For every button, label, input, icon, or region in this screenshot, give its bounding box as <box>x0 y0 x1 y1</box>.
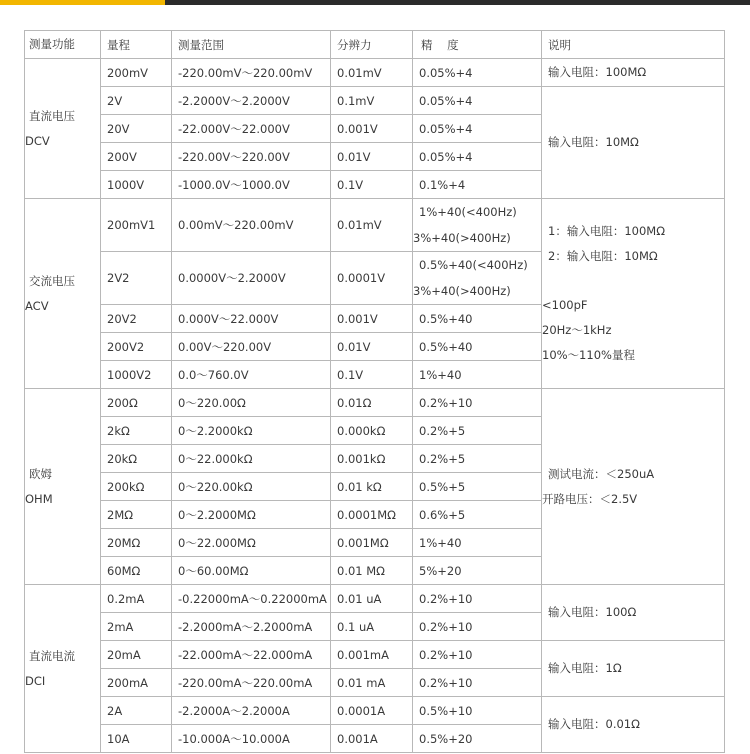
accuracy-cell: 1%+40 <box>413 361 542 389</box>
accuracy-cell: 0.5%+40 <box>413 305 542 333</box>
accuracy-cell: 0.5%+40(<400Hz) 3%+40(>400Hz) <box>413 252 542 305</box>
header-function: 测量功能 <box>25 31 101 59</box>
spec-table <box>24 30 725 753</box>
resolution-cell: 0.001kΩ <box>331 445 413 473</box>
range-cell: 60MΩ <box>101 557 172 585</box>
table-header-row <box>25 31 725 59</box>
accuracy-cell: 0.2%+10 <box>413 641 542 669</box>
accuracy-cell: 0.05%+4 <box>413 59 542 87</box>
range-cell: 2kΩ <box>101 417 172 445</box>
note-cell: 输入电阻：1Ω <box>542 641 725 697</box>
span-cell: 0.000V～22.000V <box>172 305 331 333</box>
range-cell: 1000V <box>101 171 172 199</box>
function-name: 直流电流 <box>29 648 75 663</box>
resolution-cell: 0.001A <box>331 725 413 753</box>
accuracy-cell: 1%+40(<400Hz) 3%+40(>400Hz) <box>413 199 542 252</box>
range-cell: 20kΩ <box>101 445 172 473</box>
accuracy-cell: 0.5%+10 <box>413 697 542 725</box>
span-cell: 0.0000V～2.2000V <box>172 252 331 305</box>
resolution-cell: 0.01mV <box>331 59 413 87</box>
header-accuracy: 精 度 <box>413 31 542 59</box>
span-cell: 0～2.2000kΩ <box>172 417 331 445</box>
range-cell: 200mV1 <box>101 199 172 252</box>
span-cell: 0.0～760.0V <box>172 361 331 389</box>
span-cell: 0～60.00MΩ <box>172 557 331 585</box>
header-span: 测量范围 <box>172 31 331 59</box>
top-banner-accent <box>0 0 165 5</box>
function-code: ACV <box>25 298 49 313</box>
range-cell: 2A <box>101 697 172 725</box>
span-cell: -2.2000mA～2.2000mA <box>172 613 331 641</box>
range-cell: 20V2 <box>101 305 172 333</box>
resolution-cell: 0.1V <box>331 361 413 389</box>
range-cell: 2V2 <box>101 252 172 305</box>
range-cell: 200mA <box>101 669 172 697</box>
span-cell: 0～22.000MΩ <box>172 529 331 557</box>
accuracy-cell: 0.5%+5 <box>413 473 542 501</box>
range-cell: 10A <box>101 725 172 753</box>
range-cell: 200V2 <box>101 333 172 361</box>
resolution-cell: 0.1V <box>331 171 413 199</box>
range-cell: 20V <box>101 115 172 143</box>
accuracy-cell: 0.6%+5 <box>413 501 542 529</box>
note-cell: 1：输入电阻：100MΩ 2：输入电阻：10MΩ <100pF 20Hz～1kHz 10%～110%量程 <box>542 199 725 389</box>
resolution-cell: 0.001mA <box>331 641 413 669</box>
function-cell-ohm <box>25 389 101 585</box>
function-name: 直流电压 <box>29 108 75 123</box>
span-cell: 0～22.000kΩ <box>172 445 331 473</box>
note-cell: 输入电阻：10MΩ <box>542 87 725 199</box>
resolution-cell: 0.0001A <box>331 697 413 725</box>
range-cell: 2V <box>101 87 172 115</box>
resolution-cell: 0.000kΩ <box>331 417 413 445</box>
table-row <box>25 199 725 252</box>
span-cell: -22.000V～22.000V <box>172 115 331 143</box>
accuracy-cell: 0.05%+4 <box>413 87 542 115</box>
table-row <box>25 59 725 87</box>
spec-sheet <box>24 30 725 753</box>
resolution-cell: 0.0001MΩ <box>331 501 413 529</box>
resolution-cell: 0.01 kΩ <box>331 473 413 501</box>
accuracy-cell: 0.2%+10 <box>413 389 542 417</box>
resolution-cell: 0.001V <box>331 115 413 143</box>
span-cell: 0.00mV～220.00mV <box>172 199 331 252</box>
range-cell: 2MΩ <box>101 501 172 529</box>
resolution-cell: 0.1mV <box>331 87 413 115</box>
range-cell: 20mA <box>101 641 172 669</box>
accuracy-cell: 0.2%+5 <box>413 445 542 473</box>
accuracy-cell: 0.5%+40 <box>413 333 542 361</box>
function-name: 欧姆 <box>29 466 52 481</box>
span-cell: 0～2.2000MΩ <box>172 501 331 529</box>
header-note: 说明 <box>542 31 725 59</box>
resolution-cell: 0.0001V <box>331 252 413 305</box>
resolution-cell: 0.1 uA <box>331 613 413 641</box>
range-cell: 1000V2 <box>101 361 172 389</box>
note-cell: 输入电阻：0.01Ω <box>542 697 725 753</box>
note-cell: 输入电阻：100MΩ <box>542 59 725 87</box>
header-range: 量程 <box>101 31 172 59</box>
accuracy-cell: 0.2%+5 <box>413 417 542 445</box>
span-cell: -220.00mV～220.00mV <box>172 59 331 87</box>
table-row <box>25 697 725 725</box>
accuracy-cell: 1%+40 <box>413 529 542 557</box>
span-cell: 0～220.00kΩ <box>172 473 331 501</box>
span-cell: -2.2000A～2.2000A <box>172 697 331 725</box>
range-cell: 200V <box>101 143 172 171</box>
range-cell: 200Ω <box>101 389 172 417</box>
span-cell: 0.00V～220.00V <box>172 333 331 361</box>
span-cell: -22.000mA～22.000mA <box>172 641 331 669</box>
function-code: DCV <box>25 133 50 148</box>
resolution-cell: 0.01 mA <box>331 669 413 697</box>
range-cell: 0.2mA <box>101 585 172 613</box>
accuracy-cell: 0.1%+4 <box>413 171 542 199</box>
note-cell: 测试电流：＜250uA 开路电压：＜2.5V <box>542 389 725 585</box>
resolution-cell: 0.01mV <box>331 199 413 252</box>
resolution-cell: 0.01V <box>331 333 413 361</box>
accuracy-cell: 0.05%+4 <box>413 143 542 171</box>
accuracy-cell: 0.5%+20 <box>413 725 542 753</box>
span-cell: -10.000A～10.000A <box>172 725 331 753</box>
span-cell: -0.22000mA～0.22000mA <box>172 585 331 613</box>
function-code: DCI <box>25 673 46 688</box>
header-resolution: 分辨力 <box>331 31 413 59</box>
span-cell: -220.00mA～220.00mA <box>172 669 331 697</box>
function-cell-dcv <box>25 59 101 199</box>
function-cell-dci <box>25 585 101 753</box>
accuracy-cell: 0.2%+10 <box>413 669 542 697</box>
range-cell: 20MΩ <box>101 529 172 557</box>
span-cell: -1000.0V～1000.0V <box>172 171 331 199</box>
span-cell: 0～220.00Ω <box>172 389 331 417</box>
note-cell: 输入电阻：100Ω <box>542 585 725 641</box>
range-cell: 200kΩ <box>101 473 172 501</box>
function-code: OHM <box>25 491 53 506</box>
range-cell: 2mA <box>101 613 172 641</box>
resolution-cell: 0.01 MΩ <box>331 557 413 585</box>
resolution-cell: 0.01Ω <box>331 389 413 417</box>
resolution-cell: 0.01 uA <box>331 585 413 613</box>
span-cell: -220.00V～220.00V <box>172 143 331 171</box>
span-cell: -2.2000V～2.2000V <box>172 87 331 115</box>
range-cell: 200mV <box>101 59 172 87</box>
accuracy-cell: 0.2%+10 <box>413 585 542 613</box>
top-banner-bar <box>0 0 750 5</box>
resolution-cell: 0.01V <box>331 143 413 171</box>
function-name: 交流电压 <box>29 273 75 288</box>
accuracy-cell: 0.2%+10 <box>413 613 542 641</box>
accuracy-cell: 0.05%+4 <box>413 115 542 143</box>
table-row <box>25 641 725 669</box>
accuracy-cell: 5%+20 <box>413 557 542 585</box>
resolution-cell: 0.001MΩ <box>331 529 413 557</box>
table-row <box>25 585 725 613</box>
table-row <box>25 87 725 115</box>
function-cell-acv <box>25 199 101 389</box>
resolution-cell: 0.001V <box>331 305 413 333</box>
table-row <box>25 389 725 417</box>
